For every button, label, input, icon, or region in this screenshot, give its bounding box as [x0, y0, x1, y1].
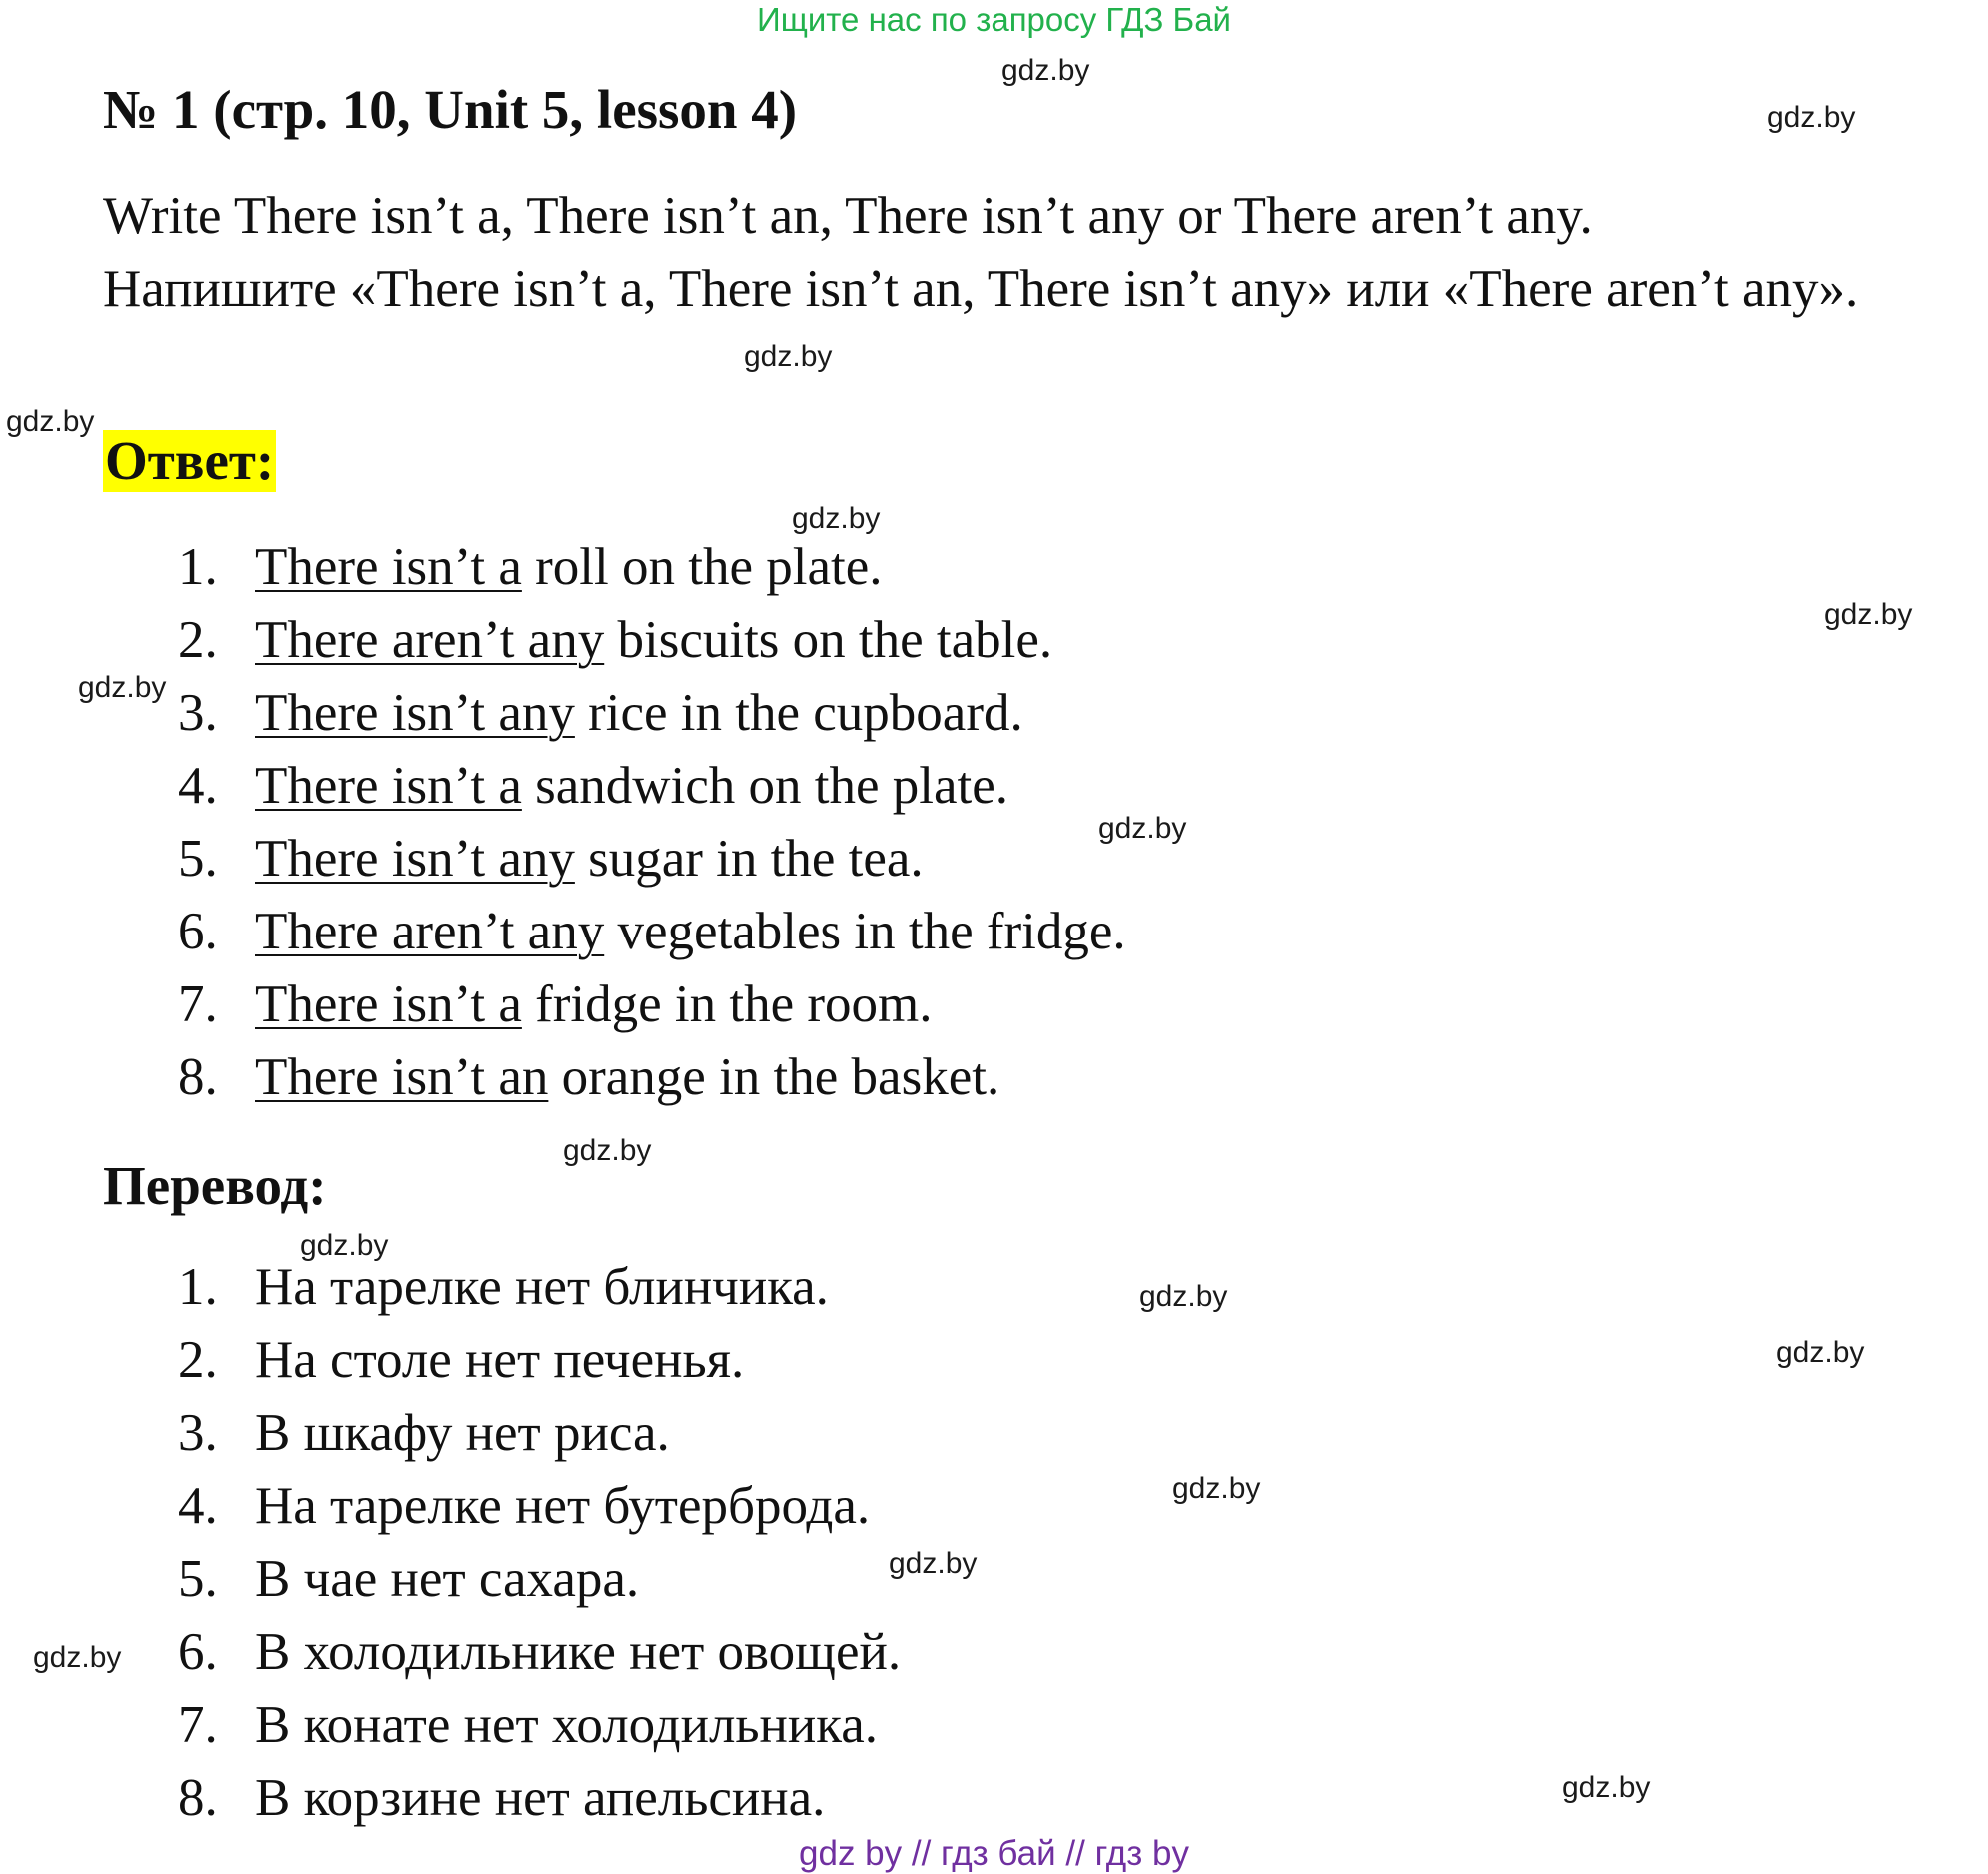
answer-underlined: There isn’t an — [255, 1048, 549, 1106]
answer-rest: sandwich on the plate. — [521, 757, 1009, 815]
translation-text: На тарелке нет бутерброда. — [255, 1477, 871, 1535]
watermark: gdz.by — [889, 1547, 978, 1580]
translation-text: На столе нет печенья. — [255, 1331, 745, 1389]
search-banner: Ищите нас по запросу ГДЗ Бай — [757, 1, 1231, 38]
answer-rest: rice in the cupboard. — [574, 684, 1023, 742]
answer-number: 2. — [178, 611, 218, 669]
answer-number: 1. — [178, 538, 218, 596]
answer-number: 5. — [178, 830, 218, 888]
translation-text: На тарелке нет блинчика. — [255, 1258, 829, 1316]
translation-text: В корзине нет апельсина. — [255, 1769, 826, 1827]
answer-rest: orange in the basket. — [548, 1048, 1000, 1106]
translation-number: 4. — [178, 1477, 218, 1535]
answer-number: 7. — [178, 975, 218, 1033]
translation-number: 8. — [178, 1769, 218, 1827]
translation-number: 7. — [178, 1696, 218, 1754]
task-english: Write There isn’t a, There isn’t an, There isn’t any or There aren’t any. — [103, 187, 1593, 245]
translation-number: 3. — [178, 1404, 218, 1462]
watermark: gdz.by — [1172, 1472, 1261, 1505]
watermark: gdz.by — [1098, 812, 1187, 845]
answer-rest: vegetables in the fridge. — [604, 903, 1126, 960]
watermark: gdz.by — [744, 340, 833, 373]
watermark: gdz.by — [1001, 54, 1090, 87]
answer-number: 3. — [178, 684, 218, 742]
answer-rest: roll on the plate. — [521, 538, 883, 596]
translation-text: В конате нет холодильника. — [255, 1696, 879, 1754]
translation-text: В холодильнике нет овощей. — [255, 1623, 902, 1681]
answer-underlined: There isn’t a — [255, 538, 522, 596]
watermark: gdz.by — [6, 405, 95, 438]
translation-text: В шкафу нет риса. — [255, 1404, 670, 1462]
answer-number: 4. — [178, 757, 218, 815]
answer-rest: fridge in the room. — [521, 975, 933, 1033]
answer-number: 8. — [178, 1048, 218, 1106]
exercise-title: № 1 (стр. 10, Unit 5, lesson 4) — [103, 79, 798, 140]
translation-number: 1. — [178, 1258, 218, 1316]
footer-links: gdz by // гдз бай // гдз by — [799, 1834, 1189, 1873]
translation-text: В чае нет сахара. — [255, 1550, 640, 1608]
watermark: gdz.by — [300, 1229, 389, 1262]
task-instructions — [103, 180, 1952, 326]
answer-underlined: There isn’t a — [255, 975, 522, 1033]
translation-number: 5. — [178, 1550, 218, 1608]
watermark: gdz.by — [1767, 101, 1856, 134]
answer-number: 6. — [178, 903, 218, 960]
answer-underlined: There isn’t a — [255, 757, 522, 815]
translation-number: 6. — [178, 1623, 218, 1681]
translation-number: 2. — [178, 1331, 218, 1389]
answer-rest: biscuits on the table. — [604, 611, 1053, 669]
task-russian: Напишите «There isn’t a, There isn’t an, There isn’t any» или «There aren’t any». — [103, 260, 1859, 318]
watermark: gdz.by — [78, 671, 167, 704]
answer-rest: sugar in the tea. — [574, 830, 924, 888]
answer-heading: Ответ: — [105, 430, 275, 491]
watermark: gdz.by — [33, 1641, 122, 1674]
watermark: gdz.by — [792, 502, 881, 535]
watermark: gdz.by — [1824, 598, 1913, 631]
watermark: gdz.by — [1562, 1771, 1651, 1804]
answer-underlined: There isn’t any — [255, 684, 575, 742]
answer-underlined: There isn’t any — [255, 830, 575, 888]
watermark: gdz.by — [563, 1134, 652, 1167]
watermark: gdz.by — [1776, 1336, 1865, 1369]
answer-underlined: There aren’t any — [255, 611, 605, 669]
translation-heading: Перевод: — [103, 1155, 327, 1216]
watermark: gdz.by — [1139, 1280, 1228, 1313]
answer-underlined: There aren’t any — [255, 903, 605, 960]
